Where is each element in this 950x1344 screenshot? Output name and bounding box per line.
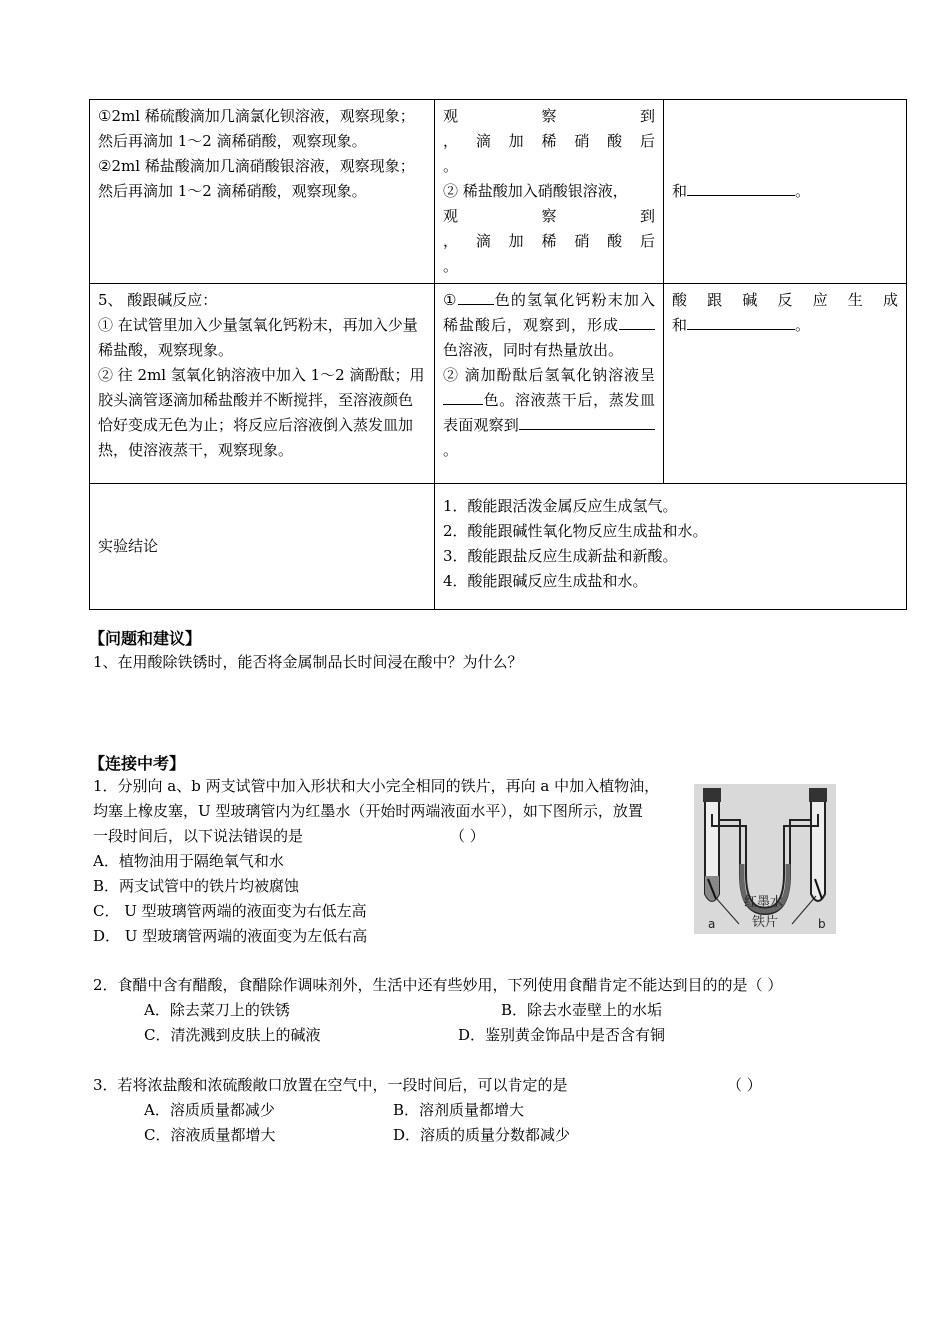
table-row <box>90 100 907 284</box>
option-c: C．溶液质量都增大 <box>144 1126 276 1144</box>
u-tube-diagram <box>694 784 836 934</box>
fill-blank <box>619 313 655 330</box>
conclusion-text: 。 <box>795 316 811 334</box>
conclusion-text: 和 <box>672 316 688 334</box>
observation-text: ，滴加稀硝酸后 <box>443 132 655 150</box>
conclusion-text: 酸跟碱反应生成 <box>672 291 898 309</box>
conclusion-label: 实验结论 <box>98 537 159 555</box>
u-tube-svg <box>694 784 836 934</box>
option-d: D．鉴别黄金饰品中是否含有铜 <box>458 1026 666 1044</box>
conclusion-text: 和 <box>672 182 688 200</box>
figure-label-b: b <box>818 917 826 931</box>
conclusion-item: 3．酸能跟盐反应生成新盐和新酸。 <box>443 547 678 565</box>
procedure-text: ① 在试管里加入少量氢氧化钙粉末，再加入少量稀盐酸，观察现象。 <box>98 316 418 359</box>
observation-text: 。 <box>443 257 459 275</box>
observation-text: 色。溶液蒸干后，蒸发皿表面观察到 <box>443 391 655 434</box>
option-b: B．两支试管中的铁片均被腐蚀 <box>93 877 300 895</box>
question-text: 1、在用酸除铁锈时，能否将金属制品长时间浸在酸中？为什么？ <box>93 653 523 671</box>
fill-blank <box>519 413 611 430</box>
option-c: C． U 型玻璃管两端的液面变为右低左高 <box>93 902 367 920</box>
option-a: A．除去菜刀上的铁锈 <box>144 1001 290 1019</box>
fill-blank <box>611 413 655 430</box>
observation-text: 色的氢氧化钙粉末加入稀盐酸后，观察到 <box>443 291 655 334</box>
option-d: D． U 型玻璃管两端的液面变为左低右高 <box>93 927 368 945</box>
fill-blank <box>687 313 795 330</box>
procedure-text: 5、 酸跟碱反应： <box>98 291 218 309</box>
figure-label-a: a <box>708 917 716 931</box>
procedure-text: ②2ml 稀盐酸滴加几滴硝酸银溶液，观察现象；然后再滴加 1～2 滴稀硝酸，观察现象。 <box>98 157 415 200</box>
table-row <box>90 484 907 610</box>
observation-text: ② 滴加酚酞后氢氧化钠溶液呈 <box>443 366 655 384</box>
conclusion-text: 。 <box>795 182 811 200</box>
fill-blank <box>458 288 494 305</box>
fill-blank <box>443 388 483 405</box>
question-stem: 1．分别向 a、b 两支试管中加入形状和大小完全相同的铁片，再向 a 中加入植物油， <box>93 777 660 795</box>
table-row <box>90 284 907 484</box>
observation-text: ，形成 <box>570 316 619 334</box>
option-c: C．清洗溅到皮肤上的碱液 <box>144 1026 321 1044</box>
conclusion-label-cell <box>90 484 435 610</box>
conclusion-cell <box>664 100 907 284</box>
observation-text: 色溶液，同时有热量放出。 <box>443 341 624 359</box>
conclusion-item: 2．酸能跟碱性氧化物反应生成盐和水。 <box>443 522 708 540</box>
answer-bracket: （ ） <box>727 1076 762 1094</box>
question-stem: 均塞上橡皮塞，U 型玻璃管内为红墨水（开始时两端液面水平），如下图所示，放置 <box>93 802 643 820</box>
option-b: B．除去水壶壁上的水垢 <box>501 1001 663 1019</box>
observation-text: ② 稀盐酸加入硝酸银溶液， <box>443 182 628 200</box>
observation-text: ① <box>443 291 458 309</box>
procedure-cell <box>90 100 435 284</box>
section-title-questions: 【问题和建议】 <box>89 629 202 648</box>
observation-cell <box>435 284 664 484</box>
conclusion-item: 4．酸能跟碱反应生成盐和水。 <box>443 572 648 590</box>
observation-text: ，滴加稀硝酸后 <box>443 232 655 250</box>
option-b: B．溶剂质量都增大 <box>393 1101 525 1119</box>
answer-bracket: （ ） <box>450 827 485 845</box>
figure-label-iron: 铁片 <box>752 915 779 930</box>
option-d: D．溶质的质量分数都减少 <box>393 1126 571 1144</box>
procedure-text: ①2ml 稀硫酸滴加几滴氯化钡溶液，观察现象；然后再滴加 1～2 滴稀硝酸，观察现象。 <box>98 107 415 150</box>
section-title-exam: 【连接中考】 <box>89 754 186 773</box>
figure-label-ink: 红墨水 <box>744 895 784 910</box>
option-a: A．植物油用于隔绝氧气和水 <box>93 852 284 870</box>
question-stem: 一段时间后，以下说法错误的是 <box>93 827 304 845</box>
experiment-table <box>89 99 907 610</box>
fill-blank <box>687 179 795 196</box>
question-stem: 2．食醋中含有醋酸，食醋除作调味剂外，生活中还有些妙用，下列使用食醋肯定不能达到目的的是（ ） <box>93 976 783 994</box>
question-stem: 3．若将浓盐酸和浓硫酸敞口放置在空气中，一段时间后，可以肯定的是 <box>93 1076 568 1094</box>
procedure-text: ② 往 2ml 氢氧化钠溶液中加入 1～2 滴酚酞；用胶头滴管逐滴加稀盐酸并不断搅拌，至溶液颜色恰好变成无色为止；将反应后溶液倒入蒸发皿加热，使溶液蒸干，观察现象。 <box>98 366 425 459</box>
observation-text: 。 <box>443 157 459 175</box>
conclusion-cell <box>664 284 907 484</box>
observation-text: 。 <box>443 441 459 459</box>
option-a: A．溶质质量都减少 <box>144 1101 275 1119</box>
observation-cell <box>435 100 664 284</box>
observation-text: 观察到 <box>443 207 655 225</box>
conclusion-item: 1．酸能跟活泼金属反应生成氢气。 <box>443 497 678 515</box>
procedure-cell <box>90 284 435 484</box>
observation-text: 观察到 <box>443 107 655 125</box>
conclusion-list-cell <box>435 484 907 610</box>
